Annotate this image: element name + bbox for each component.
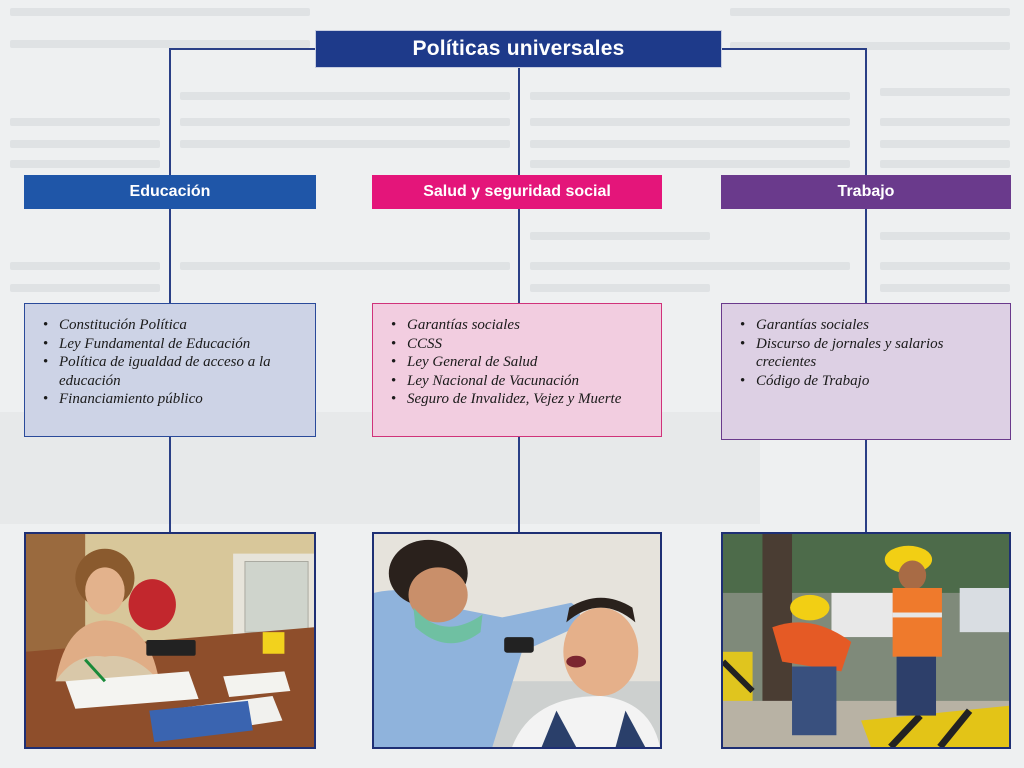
connector-center-vertical	[518, 66, 520, 176]
connector-top-horizontal-right	[720, 48, 866, 50]
diagram-title: Políticas universales	[316, 31, 721, 67]
category-salud: Salud y seguridad social	[372, 175, 662, 209]
list-item: • Financiamiento público	[39, 390, 307, 409]
salud-list-box	[372, 303, 662, 437]
connector-tra-2	[865, 439, 867, 533]
connector-sal-2	[518, 436, 520, 533]
list-item: • CCSS	[387, 335, 653, 354]
list-item: • Garantías sociales	[736, 316, 1002, 335]
list-item: • Garantías sociales	[387, 316, 653, 335]
connector-edu-2	[169, 436, 171, 533]
list-item: • Seguro de Invalidez, Vejez y Muerte	[387, 390, 653, 409]
list-item: • Política de igualdad de acceso a la educación	[39, 353, 307, 390]
construction-workers-photo	[721, 532, 1011, 749]
category-trabajo: Trabajo	[721, 175, 1011, 209]
connector-sal-1	[518, 208, 520, 304]
list-item: • Ley Fundamental de Educación	[39, 335, 307, 354]
list-item: • Ley Nacional de Vacunación	[387, 372, 653, 391]
doctor-patient-photo	[372, 532, 662, 749]
student-writing-photo	[24, 532, 316, 749]
connector-right-vertical	[865, 48, 867, 176]
list-item: • Código de Trabajo	[736, 372, 1002, 391]
connector-left-vertical	[169, 48, 171, 176]
connector-top-horizontal	[169, 48, 317, 50]
connector-edu-1	[169, 208, 171, 304]
list-item: • Discurso de jornales y salarios crecientes	[736, 335, 1002, 372]
list-item: • Constitución Política	[39, 316, 307, 335]
trabajo-list-box	[721, 303, 1011, 440]
connector-tra-1	[865, 208, 867, 304]
list-item: • Ley General de Salud	[387, 353, 653, 372]
educacion-list-box	[24, 303, 316, 437]
category-educacion: Educación	[24, 175, 316, 209]
